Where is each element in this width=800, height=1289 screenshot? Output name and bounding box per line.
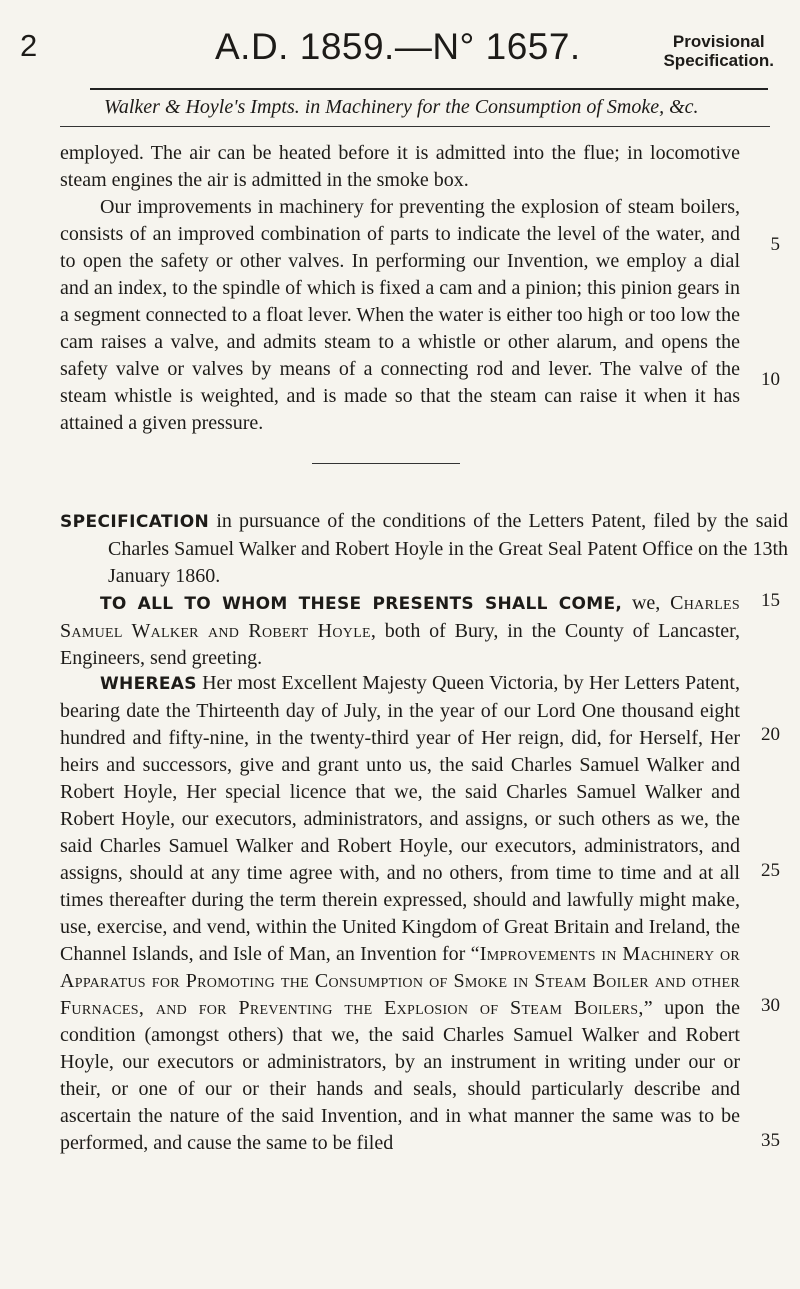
invention-title: “Improvements in Machinery or Apparatus for Promoting the Consumption of Smoke in Steam Boiler and other Furnaces, and for Preventing the Explosion of Steam Boilers,” <box>60 943 741 1019</box>
title-rule <box>60 126 770 127</box>
greeting-heading: TO ALL TO WHOM THESE PRESENTS SHALL COME, <box>100 594 623 614</box>
page-header <box>20 22 780 74</box>
greeting-text-b: , both of Bury, in the County of Lancaster, Engineers, send greeting. <box>60 620 741 669</box>
paragraph-2 <box>60 194 740 437</box>
specification-heading: SPECIFICATION <box>60 512 210 532</box>
document-number: A.D. 1859.—N° 1657. <box>215 26 581 67</box>
section-separator <box>312 463 460 464</box>
whereas-text-b: upon the condition (amongst others) that we, the said Charles Samuel Walker and Robert Hoyle, our executors or administrators, by an instrument in writing under our or their, or one of our or their hands and seals, should particularly describe and ascertain the nature of the said Invention, and in what manner the same was to be performed, and cause the same to be filed <box>60 997 740 1154</box>
whereas-paragraph <box>60 670 740 1157</box>
line-number-margin <box>744 0 780 1289</box>
greeting-text-a: we, <box>622 592 671 614</box>
provisional-line1: Provisional <box>672 32 765 51</box>
line-number: 20 <box>761 724 780 745</box>
greeting-names: Charles Samuel Walker and Robert Hoyle <box>60 592 740 642</box>
line-number: 25 <box>761 860 780 881</box>
greeting-paragraph <box>60 590 740 672</box>
line-number: 10 <box>761 369 780 390</box>
paragraph-1 <box>60 140 740 194</box>
specification-paragraph <box>60 508 788 590</box>
running-title: Walker & Hoyle's Impts. in Machinery for the Consumption of Smoke, &c. <box>104 96 699 118</box>
specification-text: in pursuance of the conditions of the Letters Patent, filed by the said Charles Samuel Walker and Robert Hoyle in the Great Seal Patent Office on the 13th January 1860. <box>108 510 788 587</box>
paragraph-2-text: Our improvements in machinery for preventing the explosion of steam boilers, consists of an improved combination of parts to indicate the level of the water, and to open the safety or other valves. In performing our Invention, we employ a dial and an index, to the spindle of which is fixed a cam and a pinion; this pinion gears in a segment connected to a float lever. When the water is either too high or too low the cam raises a valve, and admits steam to a whistle or other alarum, and opens the safety valve or valves by means of a connecting rod and lever. The valve of the steam whistle is weighted, and is made so that the steam can raise it when it has attained a given pressure. <box>60 196 740 434</box>
line-number: 15 <box>761 590 780 611</box>
page-number: 2 <box>20 28 38 63</box>
line-number: 5 <box>770 234 780 255</box>
line-number: 35 <box>761 1130 780 1151</box>
paragraph-1-text: employed. The air can be heated before it is admitted into the flue; in locomotive steam engines the air is admitted in the smoke box. <box>60 142 740 191</box>
header-rule <box>90 88 768 90</box>
provisional-line2: Specification. <box>663 51 774 70</box>
whereas-heading: WHEREAS <box>100 674 197 694</box>
whereas-text-a: Her most Excellent Majesty Queen Victoria, by Her Letters Patent, bearing date the Thirteenth day of July, in the year of our Lord One thousand eight hundred and fifty-nine, in the twenty-third year of Her reign, did, for Herself, Her heirs and successors, give and grant unto us, the said Charles Samuel Walker and Robert Hoyle, Her special licence that we, the said Charles Samuel Walker and Robert Hoyle, our executors, administrators, and assigns, or such others as we, the said Charles Samuel Walker and Robert Hoyle, our executors, administrators, and assigns, should at any time agree with, and no others, from time to time and at all times thereafter during the term therein expressed, should and lawfully might make, use, exercise, and vend, within the United Kingdom of Great Britain and Ireland, the Channel Islands, and Isle of Man, an Invention for <box>60 672 740 965</box>
line-number: 30 <box>761 995 780 1016</box>
